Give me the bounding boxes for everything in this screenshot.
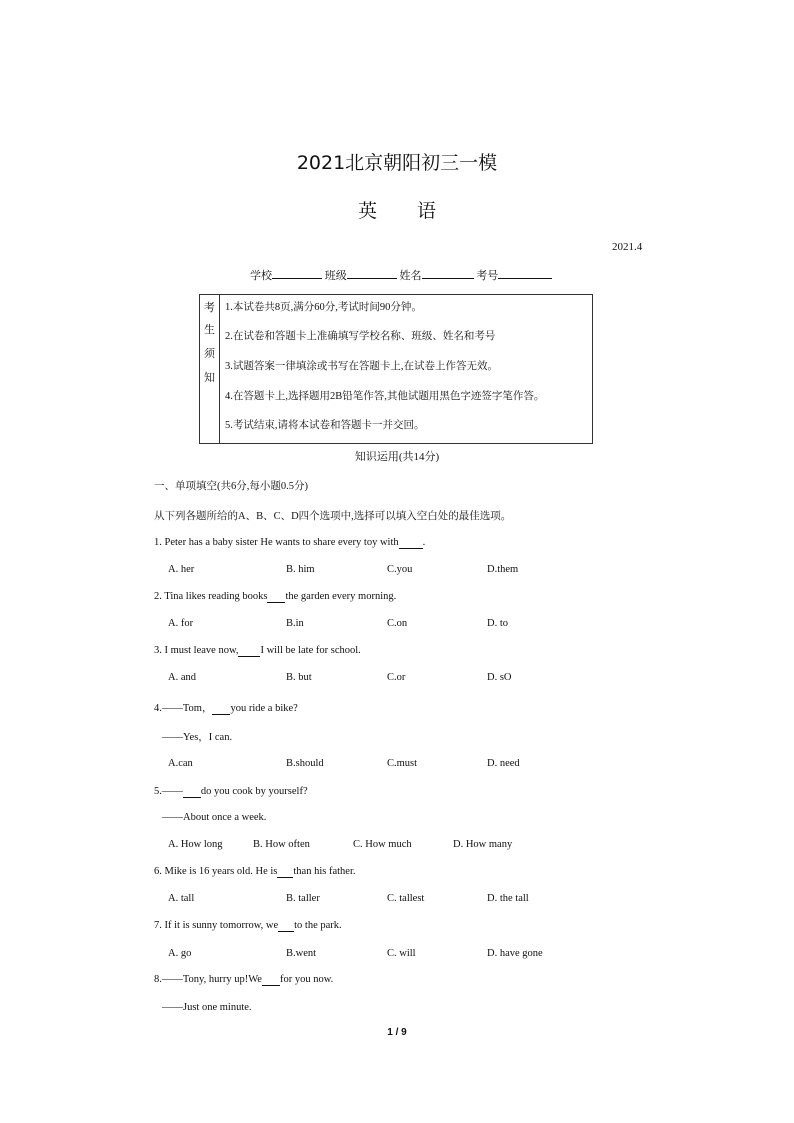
question-stem (154, 974, 333, 986)
option-a[interactable]: A. tall (168, 893, 195, 904)
option-b[interactable]: B. taller (286, 893, 320, 904)
answer-blank[interactable] (238, 645, 260, 657)
option-a[interactable]: A.can (168, 758, 193, 769)
question-text: do you cook by yourself? (200, 786, 308, 797)
notice-item: 4.在答题卡上,选择题用2B铅笔作答,其他试题用黑色字迹签字笔作答。 (225, 391, 545, 402)
class-blank[interactable] (347, 266, 397, 279)
option-d[interactable]: D. How many (453, 839, 513, 850)
exam-no-blank[interactable] (498, 266, 552, 279)
question-text: 4.——Tom， (154, 703, 213, 714)
option-a[interactable]: A. How long (168, 839, 223, 850)
name-blank[interactable] (422, 266, 474, 279)
question-stem (154, 591, 396, 603)
option-b[interactable]: B.should (286, 758, 324, 769)
option-d[interactable]: D.them (487, 564, 519, 575)
page-number: 1 / 9 (387, 1027, 407, 1038)
notice-side-char: 知 (204, 372, 215, 384)
question-text: for you now. (279, 974, 334, 985)
option-a[interactable]: A. her (168, 564, 195, 575)
document-title: 2021北京朝阳初三一模 (296, 152, 498, 174)
dialogue-reply: ——About once a week. (162, 812, 267, 823)
school-label: 学校 (250, 270, 272, 282)
exam-notice-box (199, 294, 593, 444)
question-text: to the park. (294, 920, 342, 931)
option-b[interactable]: B.went (286, 948, 317, 959)
answer-blank[interactable] (277, 866, 293, 878)
section-title: 知识运用(共14分) (354, 451, 440, 463)
question-stem (154, 537, 425, 549)
option-d[interactable]: D. the tall (487, 893, 529, 904)
option-a[interactable]: A. and (168, 672, 196, 683)
notice-item: 2.在试卷和答题卡上准确填写学校名称、班级、姓名和考号 (225, 331, 496, 342)
question-text: 2. Tina likes reading books (154, 591, 268, 602)
school-blank[interactable] (272, 266, 322, 279)
question-text: 5.—— (154, 786, 183, 797)
option-a[interactable]: A. go (168, 948, 192, 959)
exam-no-label: 考号 (476, 270, 499, 282)
answer-blank[interactable] (267, 591, 285, 603)
notice-side-label (200, 295, 220, 443)
option-c[interactable]: C. How much (353, 839, 412, 850)
option-b[interactable]: B. but (286, 672, 312, 683)
question-stem (154, 700, 298, 715)
dialogue-reply: ——Just one minute. (162, 1002, 252, 1013)
option-c[interactable]: C.on (387, 618, 408, 629)
question-text: the garden every morning. (285, 591, 397, 602)
notice-item: 5.考试结束,请将本试卷和答题卡一并交回。 (225, 420, 425, 431)
answer-blank[interactable] (183, 786, 201, 798)
part-instruction: 从下列各题所给的A、B、C、D四个选项中,选择可以填入空白处的最佳选项。 (154, 511, 512, 522)
question-text: 1. Peter has a baby sister He wants to share every toy with (154, 537, 399, 548)
option-c[interactable]: C. will (387, 948, 416, 959)
option-b[interactable]: B. him (286, 564, 315, 575)
option-a[interactable]: A. for (168, 618, 194, 629)
notice-side-char: 考 (204, 302, 215, 314)
subject-title: 英语 (357, 200, 476, 222)
notice-item: 3.试题答案一律填涂或书写在答题卡上,在试卷上作答无效。 (225, 361, 498, 372)
option-c[interactable]: C.or (387, 672, 406, 683)
question-text: than his father. (293, 866, 356, 877)
answer-blank[interactable] (212, 703, 230, 715)
option-b[interactable]: B. How often (253, 839, 310, 850)
option-c[interactable]: C.must (387, 758, 418, 769)
option-b[interactable]: B.in (286, 618, 304, 629)
dialogue-reply: ——Yes，I can. (162, 732, 233, 743)
question-text: 8.——Tony, hurry up!We (154, 974, 262, 985)
notice-item: 1.本试卷共8页,满分60分,考试时间90分钟。 (225, 302, 422, 313)
option-c[interactable]: C. tallest (387, 893, 425, 904)
option-d[interactable]: D. sO (487, 672, 512, 683)
question-stem (154, 786, 308, 798)
part-title: 一、单项填空(共6分,每小题0.5分) (154, 481, 308, 492)
exam-date: 2021.4 (612, 241, 643, 253)
notice-side-char: 须 (204, 348, 215, 360)
option-c[interactable]: C.you (387, 564, 413, 575)
question-text: 7. If it is sunny tomorrow, we (154, 920, 279, 931)
answer-blank[interactable] (399, 537, 423, 549)
question-stem (154, 866, 355, 878)
class-label: 班级 (324, 270, 347, 282)
question-text: you ride a bike? (230, 703, 298, 714)
option-d[interactable]: D. need (487, 758, 520, 769)
answer-blank[interactable] (278, 920, 294, 932)
answer-blank[interactable] (262, 974, 280, 986)
question-stem (154, 920, 342, 932)
question-text: I will be late for school. (260, 645, 361, 656)
student-info-line (250, 266, 552, 283)
option-d[interactable]: D. to (487, 618, 508, 629)
option-d[interactable]: D. have gone (487, 948, 543, 959)
question-text: 6. Mike is 16 years old. He is (154, 866, 278, 877)
question-stem (154, 645, 361, 657)
question-text: . (422, 537, 426, 548)
question-text: 3. I must leave now, (154, 645, 239, 656)
name-label: 姓名 (399, 270, 422, 282)
notice-side-char: 生 (204, 324, 215, 336)
